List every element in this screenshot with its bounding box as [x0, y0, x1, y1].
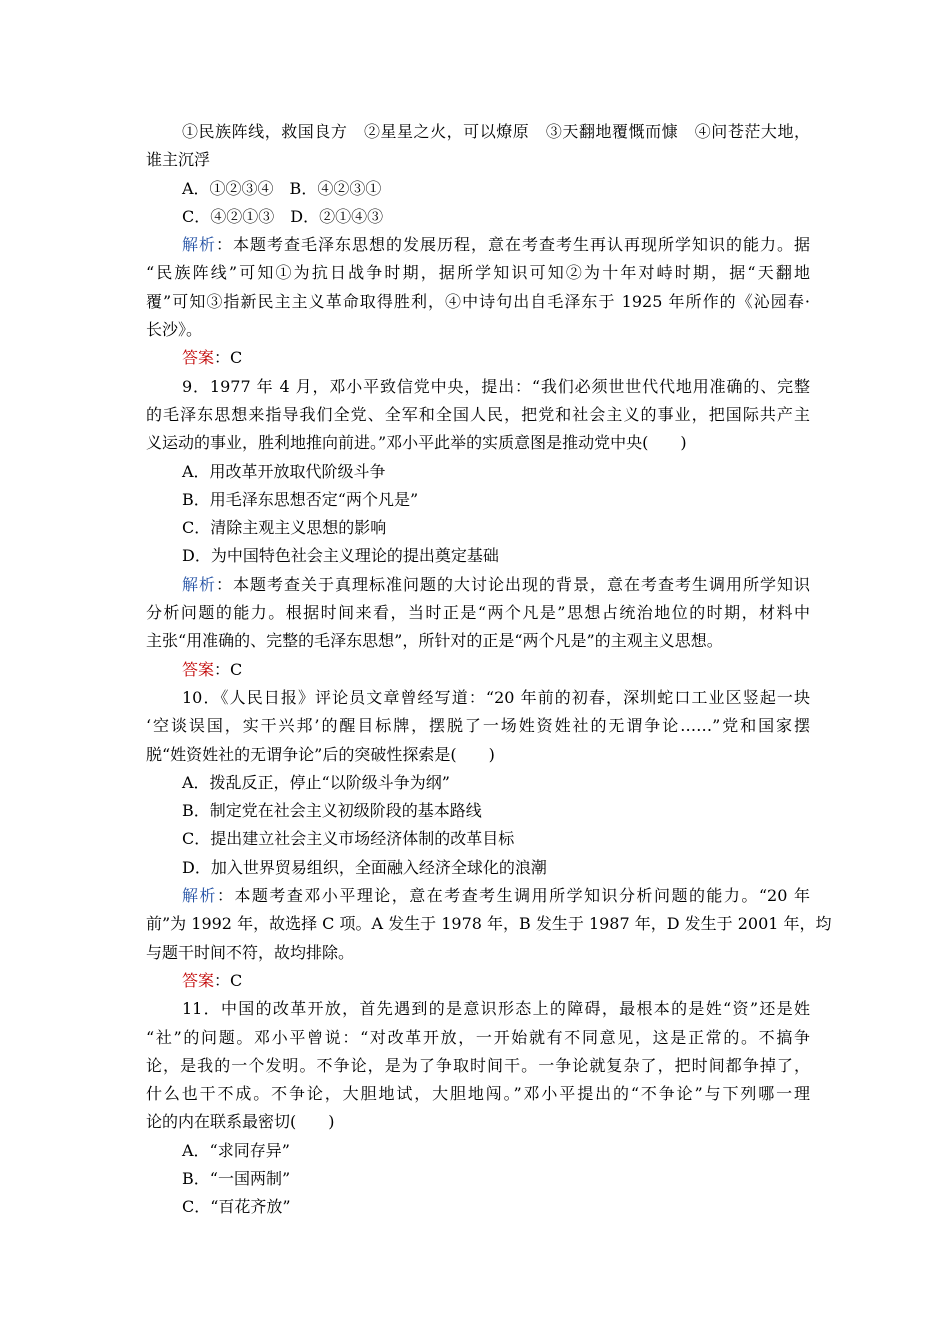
q10-option-a: A．拨乱反正，停止“以阶级斗争为纲” — [182, 772, 450, 792]
q9-analysis-text-1: ：本题考查关于真理标准问题的大讨论出现的背景，意在考查考生调用所学知识 — [216, 574, 810, 594]
q9-answer-value: ：C — [214, 659, 243, 679]
q10-analysis-label: 解析 — [182, 886, 217, 906]
q10-answer-label: 答案 — [182, 970, 215, 990]
q9-option-d: D．为中国特色社会主义理论的提出奠定基础 — [182, 546, 499, 566]
q10-stem-line-2: ‘空谈误国，实干兴邦’的醒目标牌，摆脱了一场姓资姓社的无谓争论……”党和国家摆 — [146, 716, 810, 736]
q8-analysis-label: 解析 — [182, 235, 216, 255]
q9-analysis-label: 解析 — [182, 574, 216, 594]
q8-options-line-1: ①民族阵线，救国良方 ②星星之火，可以燎原 ③天翻地覆慨而慷 ④问苍茫大地， — [182, 122, 810, 141]
q8-choice-ab: A．①②③④ B．④②③① — [182, 178, 382, 198]
q10-analysis-line-1 — [146, 882, 810, 910]
q8-answer-value: ：C — [214, 348, 243, 368]
q10-option-c: C．提出建立社会主义市场经济体制的改革目标 — [182, 829, 515, 849]
q10-stem-line-1: 10．《人民日报》评论员文章曾经写道：“20 年前的初春，深圳蛇口工业区竖起一块 — [182, 687, 810, 707]
q10-option-b: B．制定党在社会主义初级阶段的基本路线 — [182, 801, 482, 821]
q10-option-d: D．加入世界贸易组织，全面融入经济全球化的浪潮 — [182, 857, 547, 877]
q11-stem-line-2: “社”的问题。邓小平曾说：“对改革开放，一开始就有不同意见，这是正常的。不搞争 — [146, 1027, 810, 1047]
q11-option-a: A．“求同存异” — [182, 1140, 290, 1160]
q9-option-c: C．清除主观主义思想的影响 — [182, 518, 387, 538]
q8-choice-cd: C．④②①③ D．②①④③ — [182, 206, 384, 226]
q9-option-a: A．用改革开放取代阶级斗争 — [182, 461, 386, 481]
q8-options-line-2: 谁主沉浮 — [146, 150, 211, 170]
q9-analysis-line-3: 主张“用准确的、完整的毛泽东思想”，所针对的正是“两个凡是”的主观主义思想。 — [146, 631, 723, 651]
q11-stem-line-3: 论，是我的一个发明。不争论，是为了争取时间干。一争论就复杂了，把时间都争掉了， — [146, 1055, 810, 1075]
q11-stem-line-5: 论的内在联系最密切( ) — [146, 1112, 335, 1132]
q9-stem-line-3: 义运动的事业，胜利地推向前进。”邓小平此举的实质意图是推动党中央( ) — [146, 433, 687, 453]
q9-answer-label: 答案 — [182, 659, 215, 679]
q8-answer — [146, 344, 810, 372]
q9-stem-line-2: 的毛泽东思想来指导我们全党、全军和全国人民，把党和社会主义的事业，把国际共产主 — [146, 404, 810, 424]
q10-answer-value: ：C — [214, 970, 243, 990]
q11-option-c: C．“百花齐放” — [182, 1197, 291, 1217]
q10-stem-line-3: 脱“姓资姓社的无谓争论”后的突破性探索是( ) — [146, 744, 495, 764]
q9-analysis-line-2: 分析问题的能力。根据时间来看，当时正是“两个凡是”思想占统治地位的时期，材料中 — [146, 603, 810, 623]
q10-analysis-line-3: 与题干时间不符，故均排除。 — [146, 942, 355, 962]
q8-analysis-line-1 — [146, 231, 810, 259]
q8-analysis-text-1: ：本题考查毛泽东思想的发展历程，意在考查考生再认再现所学知识的能力。据 — [216, 235, 810, 255]
q11-stem-line-4: 什么也干不成。不争论，大胆地试，大胆地闯。”邓小平提出的“不争论”与下列哪一理 — [146, 1084, 810, 1104]
q10-answer — [146, 967, 810, 995]
q8-analysis-line-2: “民族阵线”可知①为抗日战争时期，据所学知识可知②为十年对峙时期，据“天翻地 — [146, 263, 810, 283]
q9-option-b: B．用毛泽东思想否定“两个凡是” — [182, 489, 419, 509]
q8-analysis-line-4: 长沙》。 — [146, 320, 203, 340]
q9-stem-line-1: 9．1977 年 4 月，邓小平致信党中央，提出：“我们必须世世代代地用准确的、完整 — [182, 376, 810, 396]
q8-answer-label: 答案 — [182, 348, 215, 368]
document-body — [146, 118, 832, 1222]
q10-analysis-line-2: 前”为 1992 年，故选择 C 项。A 发生于 1978 年，B 发生于 1987 年，D 发生于 2001 年，均 — [146, 914, 832, 934]
q8-analysis-line-3: 覆”可知③指新民主主义革命取得胜利，④中诗句出自毛泽东于 1925 年所作的《沁园春· — [146, 291, 810, 311]
q9-answer — [146, 656, 810, 684]
q9-analysis-line-1 — [146, 571, 810, 599]
q11-option-b: B．“一国两制” — [182, 1168, 291, 1188]
q11-stem-line-1: 11．中国的改革开放，首先遇到的是意识形态上的障碍，最根本的是姓“资”还是姓 — [182, 999, 810, 1019]
q10-analysis-text-1: ：本题考查邓小平理论，意在考查考生调用所学知识分析问题的能力。“20 年 — [216, 886, 810, 906]
